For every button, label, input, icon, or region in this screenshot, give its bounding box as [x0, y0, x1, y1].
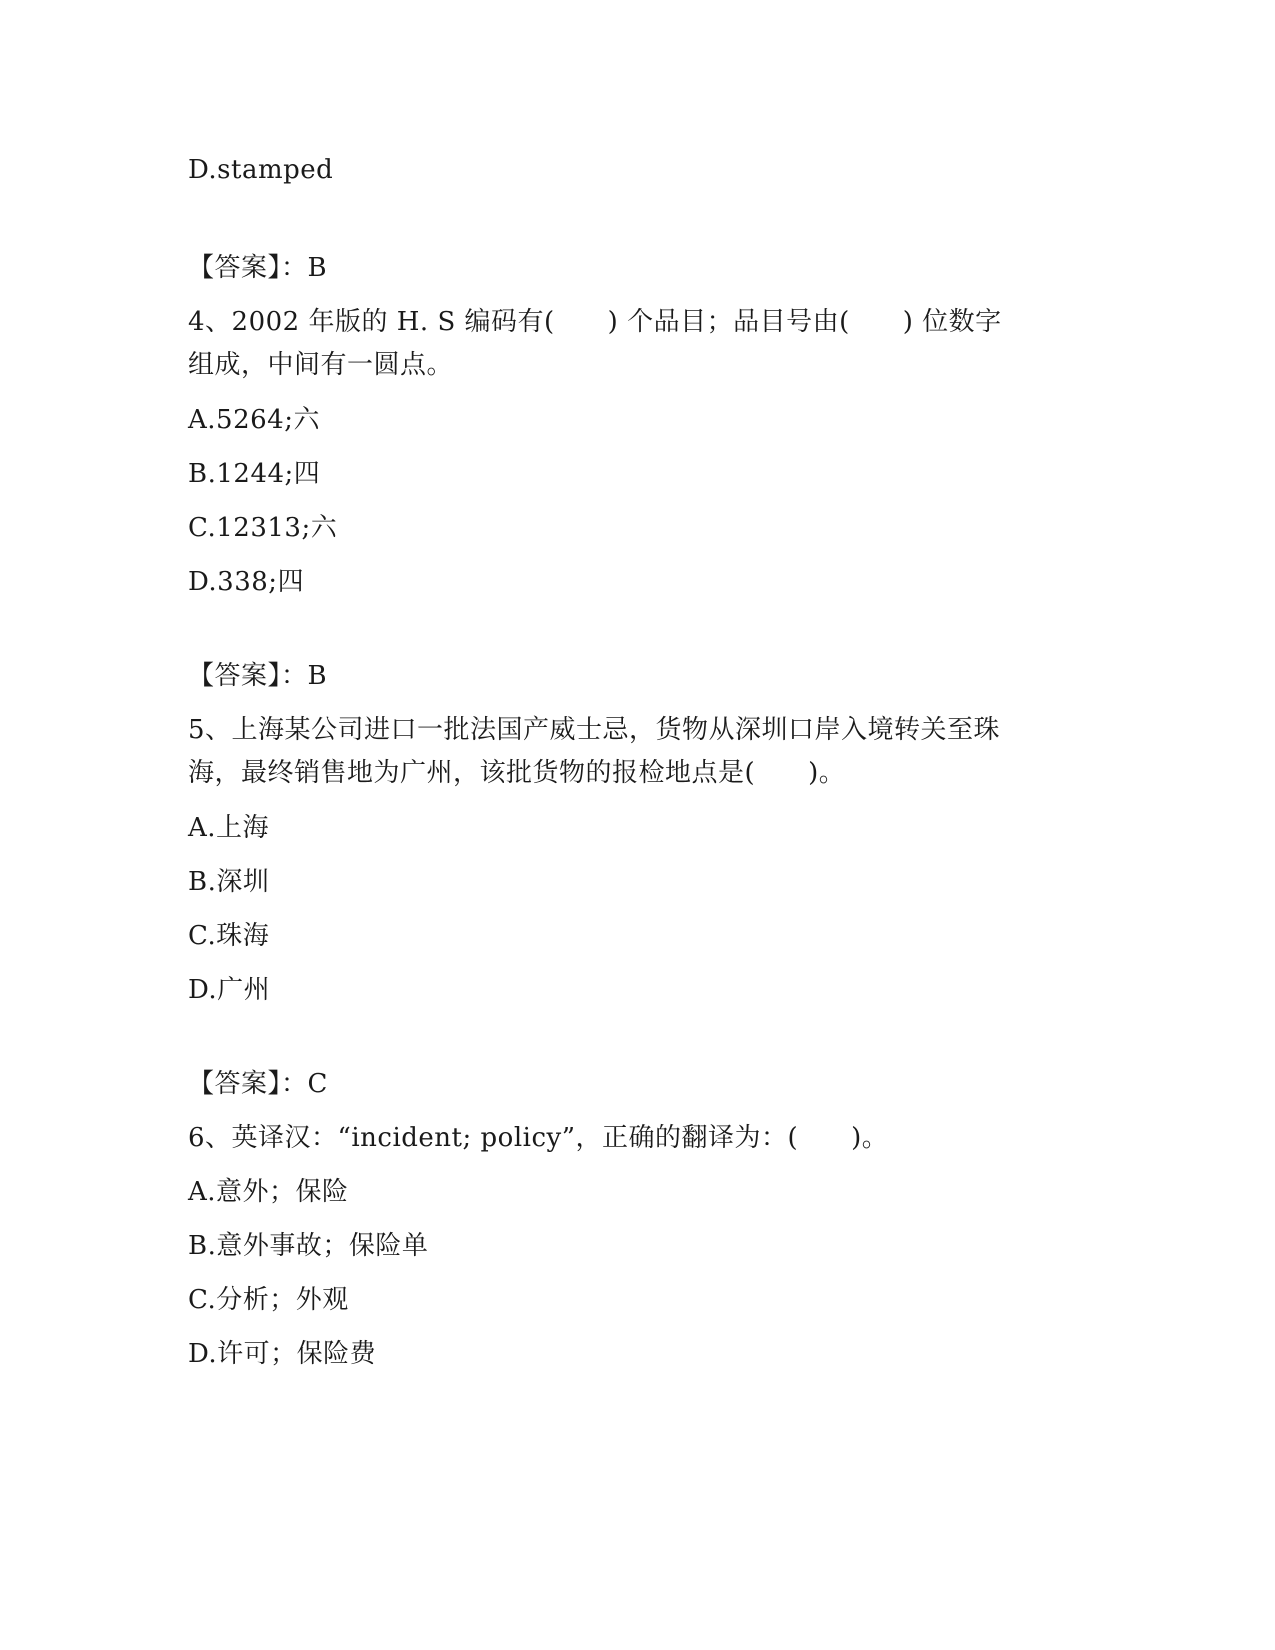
q5-stem-line2: 海，最终销售地为广州，该批货物的报检地点是( )。	[188, 758, 846, 788]
q4-stem-line2: 组成，中间有一圆点。	[188, 350, 454, 380]
q5-stem-line1: 5、上海某公司进口一批法国产威士忌，货物从深圳口岸入境转关至珠	[188, 715, 1001, 745]
q4-stem-line1: 4、2002 年版的 H. S 编码有( ) 个品目；品目号由( ) 位数字	[188, 307, 1002, 337]
q3-answer: 【答案】：B	[188, 253, 328, 283]
q6-option-c: C.分析；外观	[188, 1285, 349, 1315]
q4-option-d: D.338;四	[188, 567, 305, 597]
q5-option-c: C.珠海	[188, 921, 270, 951]
q5-answer: 【答案】：C	[188, 1069, 328, 1099]
q5-option-d: D.广州	[188, 975, 271, 1005]
q5-option-a: A.上海	[188, 813, 270, 843]
q6-stem: 6、英译汉：“incident; policy”，正确的翻译为：( )。	[188, 1123, 889, 1153]
q5-option-b: B.深圳	[188, 867, 270, 897]
q3-option-d: D.stamped	[188, 155, 334, 185]
q4-option-a: A.5264;六	[188, 405, 320, 435]
q4-option-b: B.1244;四	[188, 459, 321, 489]
q4-option-c: C.12313;六	[188, 513, 338, 543]
q4-answer: 【答案】：B	[188, 661, 328, 691]
q6-option-a: A.意外；保险	[188, 1177, 349, 1207]
q6-option-d: D.许可；保险费	[188, 1339, 377, 1369]
q6-option-b: B.意外事故；保险单	[188, 1231, 429, 1261]
